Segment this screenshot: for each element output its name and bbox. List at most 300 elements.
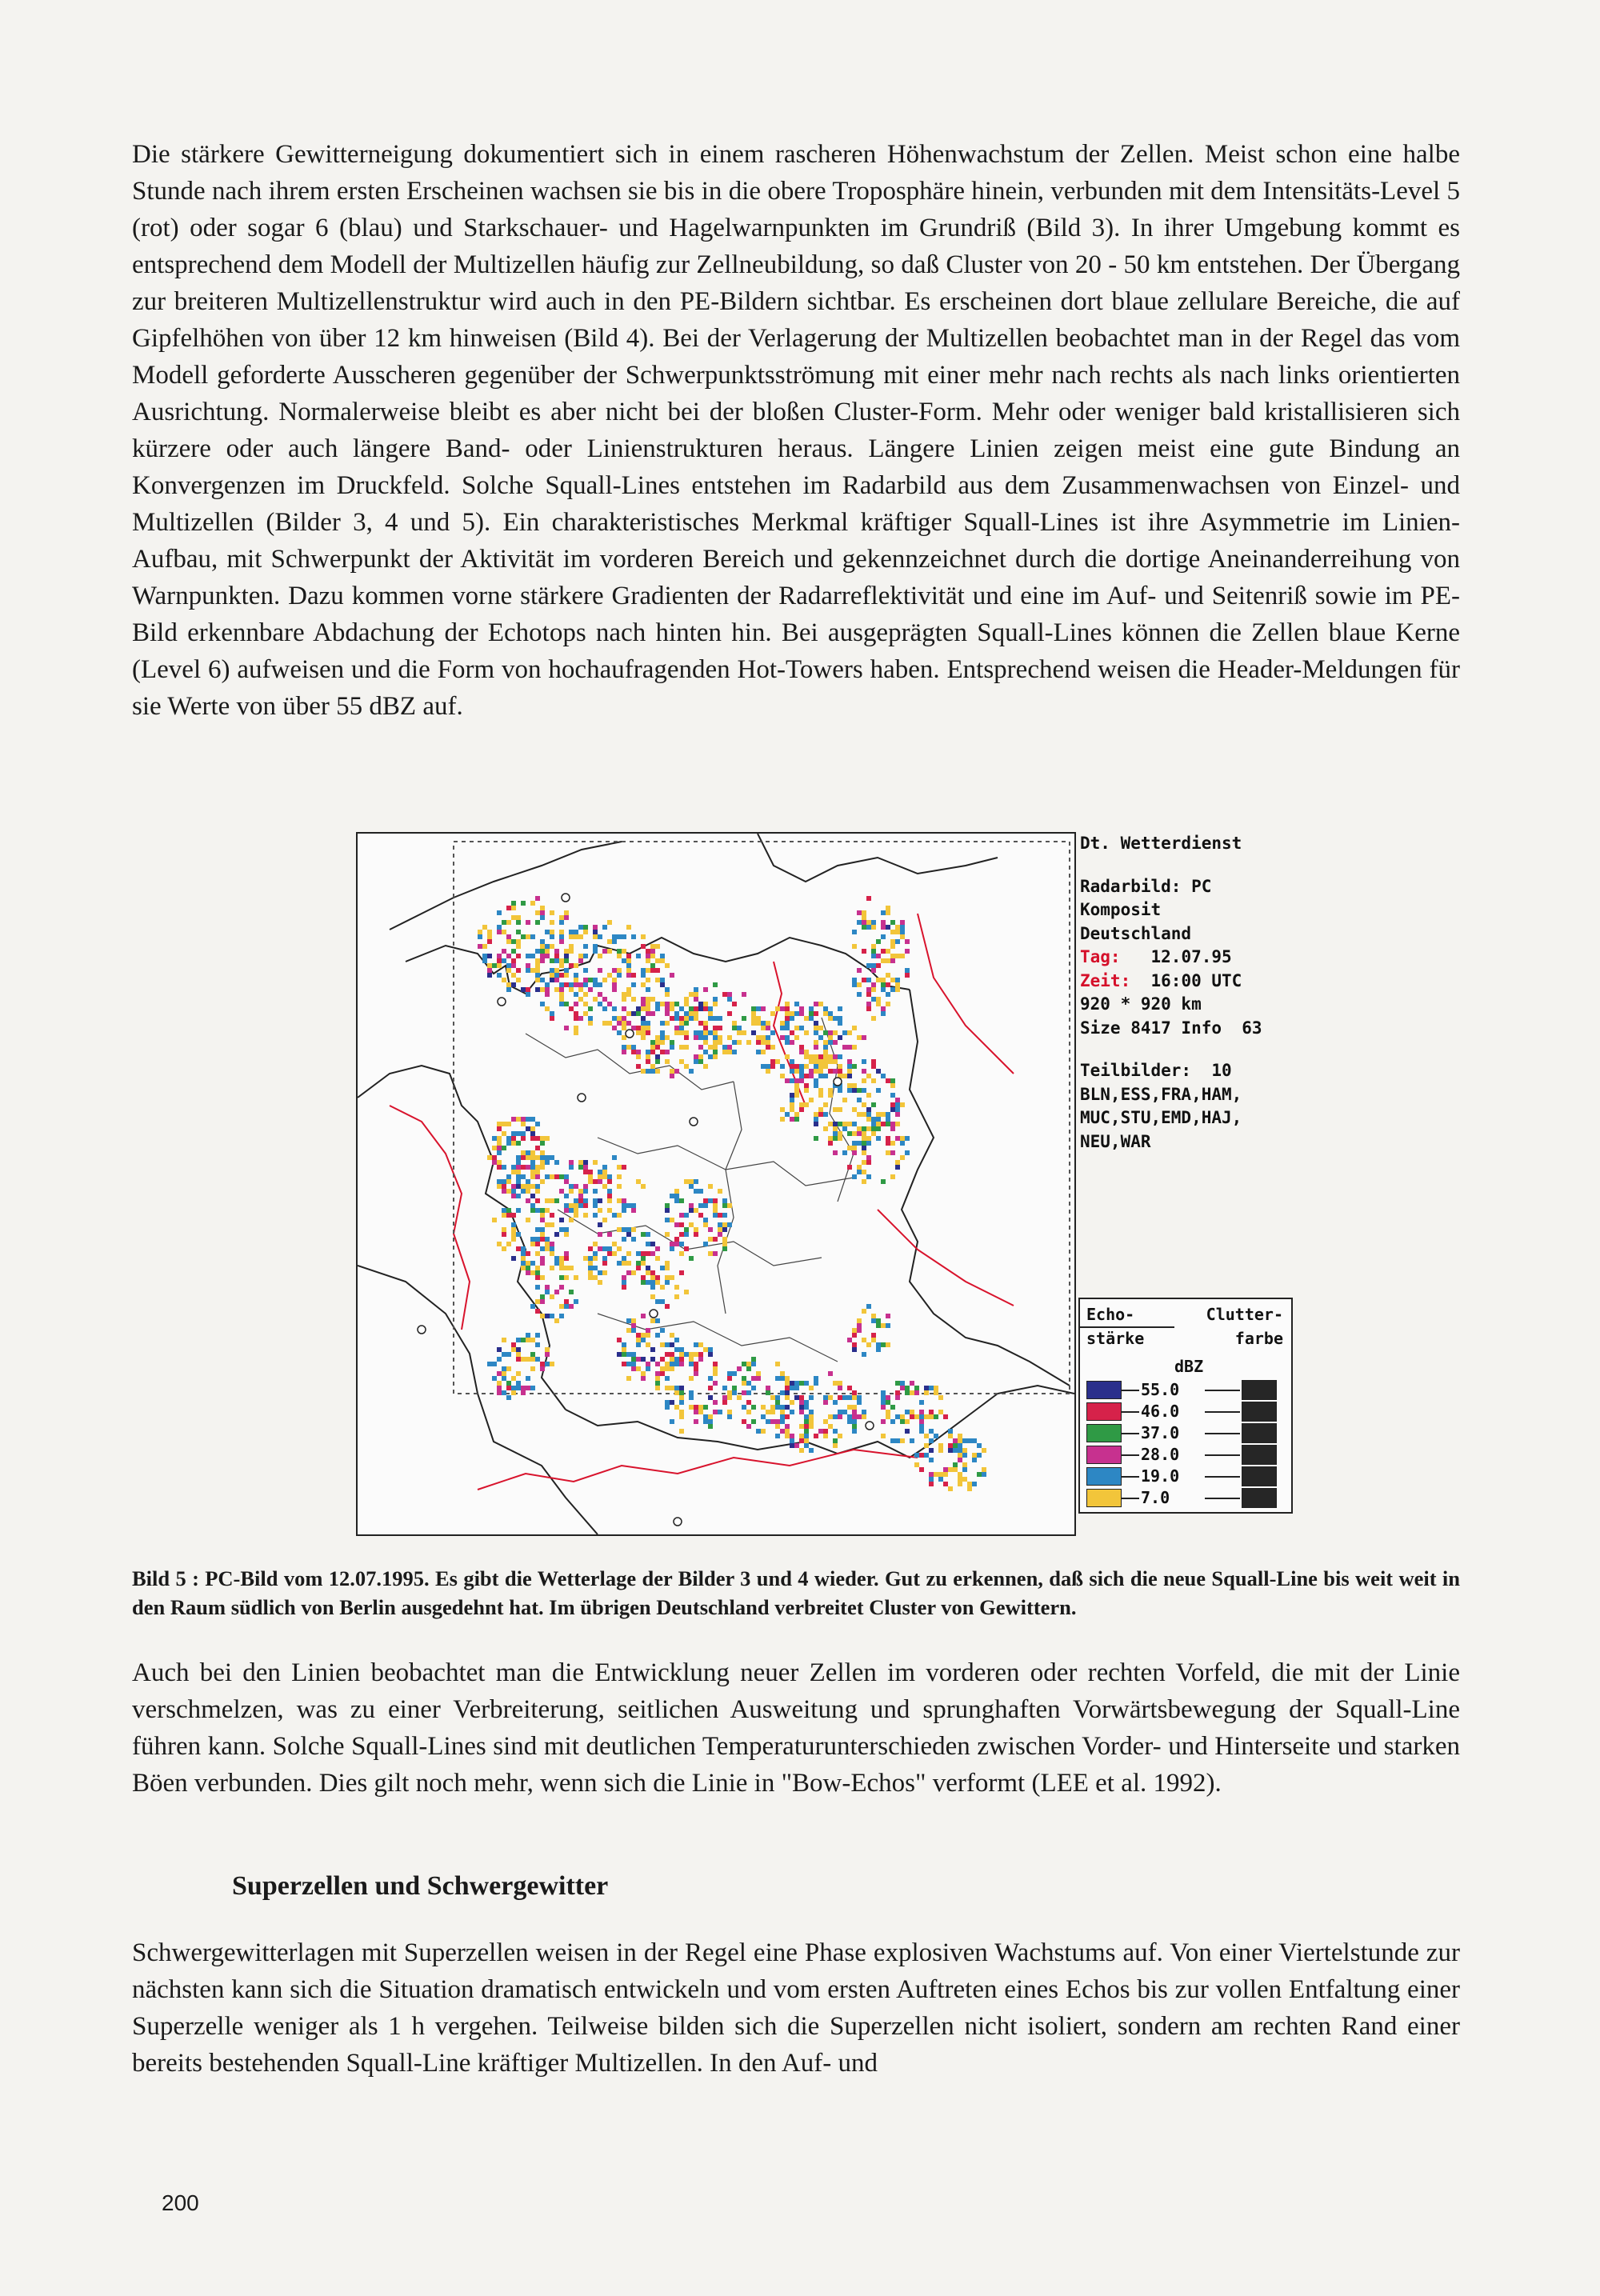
echo-pixel	[780, 1405, 785, 1410]
echo-pixel	[626, 963, 631, 968]
echo-pixel	[631, 1050, 636, 1054]
echo-pixel	[612, 1242, 617, 1246]
echo-pixel	[497, 1165, 502, 1170]
echo-pixel	[665, 1400, 670, 1405]
echo-pixel	[545, 1290, 550, 1294]
echo-pixel	[938, 1395, 943, 1400]
echo-pixel	[622, 958, 626, 963]
echo-pixel	[631, 1323, 636, 1328]
echo-pixel	[809, 1059, 814, 1064]
echo-pixel	[646, 1242, 650, 1246]
echo-pixel	[583, 978, 588, 982]
echo-pixel	[535, 1136, 540, 1141]
echo-pixel	[521, 1390, 526, 1395]
echo-pixel	[694, 1030, 698, 1035]
echo-pixel	[751, 1006, 756, 1011]
echo-pixel	[886, 1122, 890, 1126]
echo-pixel	[646, 1342, 650, 1347]
echo-pixel	[550, 1251, 554, 1256]
echo-pixel	[737, 1040, 742, 1045]
echo-pixel	[780, 1390, 785, 1395]
echo-pixel	[948, 1467, 953, 1472]
echo-pixel	[794, 1381, 799, 1386]
echo-pixel	[516, 1246, 521, 1251]
echo-pixel	[694, 1035, 698, 1040]
echo-pixel	[799, 1026, 804, 1030]
echo-pixel	[670, 1333, 674, 1338]
echo-pixel	[866, 1126, 871, 1131]
echo-pixel	[862, 1102, 866, 1107]
echo-pixel	[799, 1410, 804, 1414]
echo-pixel	[497, 1347, 502, 1352]
echo-pixel	[516, 1352, 521, 1357]
echo-pixel	[617, 1030, 622, 1035]
echo-pixel	[617, 949, 622, 954]
echo-pixel	[818, 1088, 823, 1093]
echo-pixel	[684, 1246, 689, 1251]
echo-pixel	[770, 1410, 775, 1414]
info-teilbilder: Teilbilder: 10	[1080, 1061, 1232, 1080]
echo-pixel	[550, 920, 554, 925]
echo-pixel	[550, 930, 554, 934]
tag-value: 12.07.95	[1150, 947, 1232, 966]
echo-pixel	[809, 1386, 814, 1390]
body-paragraph-1: Die stärkere Gewitterneigung dokumentiert sich in einem rascheren Höhenwachstum der Zellen. Meist schon eine halbe Stunde nach ihrem ersten Erscheinen wachsen sie bis in die obere Troposphäre hinein, verbunden mit dem Intensitäts-Level 5 (rot) oder sogar 6 (blau) und Starkschauer- und Hagelwarnpunkten im Grundriß (Bild 3). In ihrer Umgebung kommt es entsprechend dem Modell der Multizellen häufig zur Zellneubildung, so daß Cluster von 20 - 50 km entstehen. Der Übergang zur breiteren Multizellenstruktur wird auch in den PE-Bildern sichtbar. Es erscheinen dort blaue zellulare Bereiche, die auf Gipfelhöhen von über 12 km hinweisen (Bild 4). Bei der Verlagerung der Multizellen beobachtet man in der Regel das vom Modell geforderte Ausscheren gegenüber der Schwerpunktsströmung mit einer mehr nach rechts als nach links orientierten Ausrichtung. Normalerweise bleibt es aber nicht bei der bloßen Cluster-Form. Mehr oder weniger bald kristallisieren sich kürzere oder auch längere Band- oder Linienstrukturen heraus. Längere Linien zeigen meist eine gute Bindung an Konvergenzen im Druckfeld. Solche Squall-Lines entstehen im Radarbild aus dem Zusammenwachsen von Einzel- und Multizellen (Bilder 3, 4 und 5). Ein charakteristisches Merkmal kräftiger Squall-Lines ist ihre Asymmetrie im Linien-Aufbau, mit Schwerpunkt der Aktivität im vorderen Bereich und gekennzeichnet durch die dortige Aneinanderreihung von Warnpunkten. Dazu kommen vorne stärkere Gradienten der Radarreflektivität und eine im Auf- und Seitenriß sowie im PE-Bild erkennbare Abdachung der Echotops nach hinten hin. Bei ausgeprägten Squall-Lines können die Zellen blaue Kerne (Level 6) aufweisen und die Form von hochaufragenden Hot-Towers haben. Entsprechend weisen die Header-Meldungen für sie Werte von über 55 dBZ auf.	[132, 140, 1460, 721]
echo-pixel	[866, 978, 871, 982]
echo-pixel	[890, 1405, 895, 1410]
echo-pixel	[578, 925, 583, 930]
echo-pixel	[785, 1112, 790, 1117]
echo-pixel	[506, 987, 511, 992]
echo-pixel	[665, 987, 670, 992]
echo-pixel	[526, 1386, 530, 1390]
echo-pixel	[756, 1035, 761, 1040]
echo-pixel	[866, 925, 871, 930]
echo-pixel	[694, 1362, 698, 1366]
echo-pixel	[530, 1208, 535, 1213]
echo-pixel	[790, 1098, 794, 1102]
echo-pixel	[852, 1174, 857, 1179]
echo-pixel	[622, 1045, 626, 1050]
echo-pixel	[583, 982, 588, 987]
echo-pixel	[583, 954, 588, 958]
echo-pixel	[670, 1002, 674, 1006]
echo-pixel	[530, 1338, 535, 1342]
echo-pixel	[746, 1381, 751, 1386]
echo-pixel	[794, 1026, 799, 1030]
echo-pixel	[727, 1035, 732, 1040]
echo-pixel	[588, 1266, 593, 1270]
echo-pixel	[761, 1006, 766, 1011]
echo-pixel	[506, 1366, 511, 1371]
echo-pixel	[674, 1386, 679, 1390]
echo-pixel	[703, 1002, 708, 1006]
echo-pixel	[900, 1102, 905, 1107]
echo-pixel	[578, 934, 583, 939]
echo-pixel	[694, 1189, 698, 1194]
echo-pixel	[511, 973, 516, 978]
echo-pixel	[862, 910, 866, 915]
echo-pixel	[602, 1170, 607, 1174]
echo-pixel	[852, 1419, 857, 1424]
echo-pixel	[823, 1419, 828, 1424]
echo-pixel	[708, 1054, 713, 1059]
echo-pixel	[598, 992, 602, 997]
echo-pixel	[794, 1088, 799, 1093]
echo-pixel	[727, 1045, 732, 1050]
echo-pixel	[727, 1395, 732, 1400]
echo-pixel	[684, 1232, 689, 1237]
echo-pixel	[526, 934, 530, 939]
echo-pixel	[492, 1155, 497, 1160]
echo-pixel	[516, 968, 521, 973]
echo-pixel	[502, 1227, 506, 1232]
echo-pixel	[502, 1213, 506, 1218]
echo-pixel	[718, 1213, 722, 1218]
legend-level-row	[1086, 1379, 1286, 1400]
echo-pixel	[622, 1362, 626, 1366]
echo-pixel	[895, 1390, 900, 1395]
echo-pixel	[866, 1160, 871, 1165]
echo-pixel	[790, 1093, 794, 1098]
echo-pixel	[919, 1419, 924, 1424]
echo-pixel	[823, 1126, 828, 1131]
echo-pixel	[727, 1390, 732, 1395]
echo-pixel	[530, 968, 535, 973]
echo-pixel	[722, 1198, 727, 1203]
echo-pixel	[650, 949, 655, 954]
echo-pixel	[482, 925, 487, 930]
echo-pixel	[564, 1194, 569, 1198]
echo-pixel	[574, 1011, 578, 1016]
echo-pixel	[660, 1285, 665, 1290]
echo-pixel	[583, 1160, 588, 1165]
echo-pixel	[828, 1016, 833, 1021]
echo-pixel	[881, 1390, 886, 1395]
echo-pixel	[900, 1386, 905, 1390]
echo-pixel	[886, 973, 890, 978]
echo-pixel	[943, 1414, 948, 1419]
echo-pixel	[761, 1026, 766, 1030]
echo-pixel	[593, 1251, 598, 1256]
echo-pixel	[799, 1438, 804, 1443]
echo-pixel	[684, 997, 689, 1002]
echo-pixel	[713, 982, 718, 987]
echo-pixel	[742, 1016, 746, 1021]
echo-pixel	[886, 1150, 890, 1155]
echo-pixel	[655, 1318, 660, 1323]
echo-pixel	[919, 1429, 924, 1434]
echo-pixel	[655, 944, 660, 949]
echo-pixel	[516, 1371, 521, 1376]
echo-pixel	[713, 1203, 718, 1208]
echo-pixel	[578, 954, 583, 958]
echo-pixel	[526, 968, 530, 973]
echo-pixel	[631, 1270, 636, 1275]
echo-pixel	[751, 1016, 756, 1021]
echo-pixel	[535, 1357, 540, 1362]
echo-pixel	[770, 1405, 775, 1410]
zeit-label: Zeit:	[1080, 970, 1131, 990]
echo-pixel	[545, 987, 550, 992]
echo-pixel	[535, 1208, 540, 1213]
echo-pixel	[895, 1438, 900, 1443]
echo-pixel	[631, 1011, 636, 1016]
echo-pixel	[526, 1198, 530, 1203]
echo-pixel	[934, 1434, 938, 1438]
echo-pixel	[737, 1026, 742, 1030]
echo-pixel	[871, 982, 876, 987]
echo-pixel	[554, 973, 559, 978]
echo-pixel	[607, 1189, 612, 1194]
echo-pixel	[794, 1011, 799, 1016]
echo-pixel	[828, 1030, 833, 1035]
echo-pixel	[833, 1126, 838, 1131]
echo-pixel	[713, 1381, 718, 1386]
echo-pixel	[617, 1016, 622, 1021]
echo-pixel	[727, 1376, 732, 1381]
echo-pixel	[828, 1088, 833, 1093]
echo-pixel	[516, 1117, 521, 1122]
echo-pixel	[862, 1078, 866, 1083]
echo-pixel	[785, 1414, 790, 1419]
echo-pixel	[674, 1069, 679, 1074]
echo-pixel	[751, 1376, 756, 1381]
echo-pixel	[506, 1386, 511, 1390]
echo-pixel	[607, 1208, 612, 1213]
echo-pixel	[545, 1285, 550, 1290]
echo-pixel	[823, 1074, 828, 1078]
echo-pixel	[602, 1184, 607, 1189]
echo-pixel	[905, 973, 910, 978]
echo-pixel	[785, 1395, 790, 1400]
echo-pixel	[919, 1467, 924, 1472]
echo-pixel	[833, 1429, 838, 1434]
echo-pixel	[650, 1242, 655, 1246]
echo-pixel	[593, 1160, 598, 1165]
echo-pixel	[929, 1414, 934, 1419]
echo-pixel	[492, 1376, 497, 1381]
echo-pixel	[823, 1030, 828, 1035]
echo-pixel	[732, 1002, 737, 1006]
echo-pixel	[650, 1270, 655, 1275]
echo-pixel	[545, 1237, 550, 1242]
echo-pixel	[502, 1179, 506, 1184]
echo-pixel	[732, 1021, 737, 1026]
echo-pixel	[646, 1030, 650, 1035]
echo-pixel	[602, 949, 607, 954]
echo-pixel	[502, 958, 506, 963]
echo-pixel	[622, 1165, 626, 1170]
echo-pixel	[636, 1251, 641, 1256]
echo-pixel	[751, 1362, 756, 1366]
echo-pixel	[679, 1362, 684, 1366]
echo-pixel	[794, 1069, 799, 1074]
echo-pixel	[703, 1242, 708, 1246]
echo-pixel	[790, 1400, 794, 1405]
echo-pixel	[588, 1016, 593, 1021]
echo-pixel	[612, 1016, 617, 1021]
echo-pixel	[785, 1035, 790, 1040]
echo-pixel	[646, 1362, 650, 1366]
echo-pixel	[953, 1443, 958, 1448]
echo-pixel	[742, 1390, 746, 1395]
echo-pixel	[972, 1458, 977, 1462]
page-number: 200	[162, 2190, 199, 2215]
echo-pixel	[502, 1246, 506, 1251]
echo-pixel	[631, 1227, 636, 1232]
echo-pixel	[497, 1179, 502, 1184]
echo-pixel	[708, 1251, 713, 1256]
echo-pixel	[554, 1198, 559, 1203]
echo-pixel	[674, 1198, 679, 1203]
echo-pixel	[852, 944, 857, 949]
echo-pixel	[564, 954, 569, 958]
echo-pixel	[814, 1376, 818, 1381]
echo-pixel	[636, 1366, 641, 1371]
echo-pixel	[617, 1174, 622, 1179]
echo-pixel	[545, 992, 550, 997]
echo-pixel	[689, 1006, 694, 1011]
echo-pixel	[598, 954, 602, 958]
echo-pixel	[823, 1059, 828, 1064]
echo-pixel	[554, 1261, 559, 1266]
clutter-swatch	[1242, 1380, 1277, 1400]
echo-pixel	[526, 1338, 530, 1342]
echo-pixel	[569, 1218, 574, 1222]
echo-pixel	[535, 1155, 540, 1160]
radar-figure	[356, 832, 1316, 1536]
echo-pixel	[502, 1338, 506, 1342]
echo-pixel	[487, 954, 492, 958]
echo-pixel	[564, 1304, 569, 1309]
echo-pixel	[650, 1357, 655, 1362]
echo-pixel	[521, 1184, 526, 1189]
echo-pixel	[905, 1390, 910, 1395]
echo-pixel	[617, 973, 622, 978]
echo-pixel	[814, 1026, 818, 1030]
echo-pixel	[660, 982, 665, 987]
echo-pixel	[948, 1429, 953, 1434]
echo-pixel	[804, 1443, 809, 1448]
echo-pixel	[770, 1395, 775, 1400]
echo-pixel	[612, 968, 617, 973]
echo-pixel	[626, 968, 631, 973]
echo-pixel	[626, 1045, 631, 1050]
echo-pixel	[785, 1011, 790, 1016]
echo-pixel	[660, 1021, 665, 1026]
echo-pixel	[564, 1026, 569, 1030]
echo-pixel	[790, 1064, 794, 1069]
echo-pixel	[674, 1011, 679, 1016]
info-extent: 920 * 920 km	[1080, 994, 1202, 1014]
echo-pixel	[828, 1424, 833, 1429]
echo-pixel	[713, 1410, 718, 1414]
echo-pixel	[564, 1002, 569, 1006]
echo-pixel	[631, 1208, 636, 1213]
echo-pixel	[866, 896, 871, 901]
echo-pixel	[583, 1213, 588, 1218]
echo-pixel	[847, 1083, 852, 1088]
echo-pixel	[857, 1098, 862, 1102]
echo-pixel	[588, 1246, 593, 1251]
echo-pixel	[631, 1203, 636, 1208]
echo-pixel	[650, 1285, 655, 1290]
echo-pixel	[828, 1059, 833, 1064]
echo-pixel	[583, 968, 588, 973]
echo-pixel	[511, 1227, 516, 1232]
echo-pixel	[890, 1174, 895, 1179]
radar-info-panel	[1080, 832, 1312, 1154]
echo-pixel	[559, 1304, 564, 1309]
echo-pixel	[722, 1246, 727, 1251]
echo-pixel	[540, 949, 545, 954]
echo-pixel	[622, 992, 626, 997]
echo-pixel	[847, 1045, 852, 1050]
echo-pixel	[852, 1146, 857, 1150]
echo-pixel	[780, 1117, 785, 1122]
echo-pixel	[574, 978, 578, 982]
echo-pixel	[617, 1184, 622, 1189]
echo-pixel	[929, 1429, 934, 1434]
echo-pixel	[924, 1414, 929, 1419]
echo-cells	[478, 896, 986, 1491]
echo-pixel	[713, 1400, 718, 1405]
echo-pixel	[670, 1040, 674, 1045]
echo-pixel	[550, 934, 554, 939]
echo-pixel	[794, 1078, 799, 1083]
echo-pixel	[694, 1059, 698, 1064]
echo-pixel	[593, 997, 598, 1002]
echo-pixel	[708, 1016, 713, 1021]
echo-pixel	[842, 1410, 847, 1414]
echo-pixel	[530, 1261, 535, 1266]
echo-pixel	[905, 1150, 910, 1155]
echo-pixel	[554, 987, 559, 992]
echo-pixel	[550, 1362, 554, 1366]
legend-swatch	[1086, 1424, 1122, 1442]
echo-pixel	[833, 1069, 838, 1074]
echo-pixel	[790, 1078, 794, 1083]
echo-pixel	[694, 1011, 698, 1016]
echo-pixel	[607, 1002, 612, 1006]
echo-pixel	[737, 1395, 742, 1400]
echo-pixel	[593, 934, 598, 939]
echo-pixel	[674, 1294, 679, 1299]
echo-pixel	[799, 1050, 804, 1054]
echo-pixel	[487, 934, 492, 939]
echo-pixel	[593, 1256, 598, 1261]
echo-pixel	[828, 1011, 833, 1016]
echo-pixel	[521, 1266, 526, 1270]
echo-pixel	[838, 1021, 842, 1026]
echo-pixel	[823, 1400, 828, 1405]
tag-label: Tag:	[1080, 947, 1121, 966]
echo-pixel	[876, 1136, 881, 1141]
echo-pixel	[631, 934, 636, 939]
echo-pixel	[588, 1275, 593, 1280]
echo-pixel	[588, 1006, 593, 1011]
echo-pixel	[838, 1381, 842, 1386]
echo-pixel	[540, 1261, 545, 1266]
echo-pixel	[540, 987, 545, 992]
echo-pixel	[698, 1030, 703, 1035]
echo-pixel	[569, 934, 574, 939]
echo-pixel	[919, 1410, 924, 1414]
echo-pixel	[703, 1347, 708, 1352]
echo-pixel	[660, 1371, 665, 1376]
echo-pixel	[593, 1198, 598, 1203]
